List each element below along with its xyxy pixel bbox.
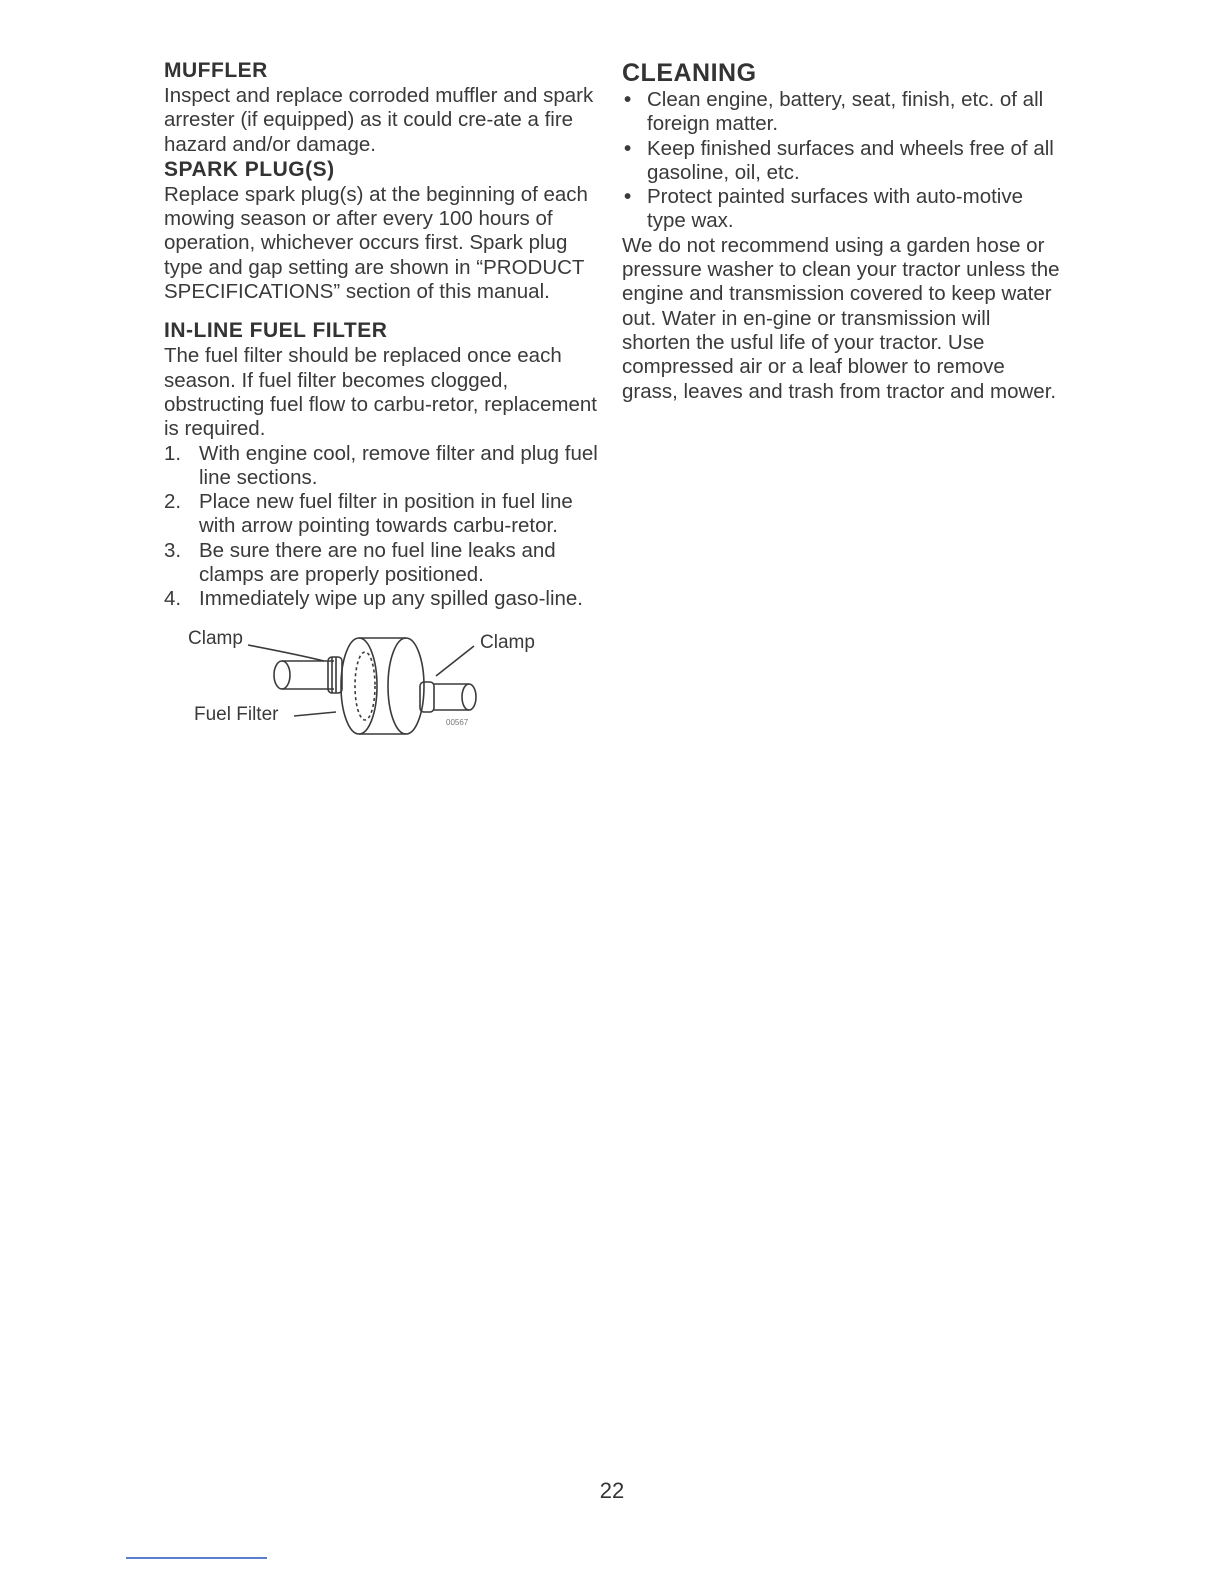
bullet-text: Clean engine, battery, seat, finish, etc. of all foreign matter. — [647, 88, 1044, 136]
bullet-item — [622, 88, 1062, 137]
left-column — [164, 58, 604, 748]
step-number: 1. — [164, 441, 182, 465]
fuel-line-end-left — [274, 661, 290, 689]
spark-plug-text: Replace spark plug(s) at the beginning of each mowing season or after every 100 hours of operation, whichever occurs first. Spark plug type and gap setting are shown in “PRODUCT SPECIFICATIONS” section of this manual. — [164, 182, 588, 304]
clamp-right-label: Clamp — [480, 631, 535, 653]
page-number: 22 — [599, 1478, 625, 1503]
spark-plug-heading: SPARK PLUG(S) — [164, 157, 335, 181]
fuel-filter-steps — [164, 442, 604, 612]
step-text: Immediately wipe up any spilled gaso-line. — [199, 587, 584, 611]
fuel-filter-diagram — [164, 628, 604, 748]
step-text: Place new fuel filter in position in fuel line with arrow pointing towards carbu-retor. — [199, 490, 573, 538]
bullet-icon: • — [624, 185, 632, 209]
bullet-text: Keep finished surfaces and wheels free of all gasoline, oil, etc. — [647, 136, 1054, 184]
fuel-filter-heading: IN-LINE FUEL FILTER — [164, 319, 388, 343]
step-item — [164, 442, 604, 491]
bullet-item — [622, 185, 1062, 234]
step-text: With engine cool, remove filter and plug fuel line sections. — [199, 441, 598, 489]
step-text: Be sure there are no fuel line leaks and clamps are properly positioned. — [199, 538, 556, 587]
filter-body-back — [388, 638, 424, 734]
step-item — [164, 539, 604, 588]
footer-rule — [126, 1557, 267, 1559]
cleaning-text: We do not recommend using a garden hose or pressure washer to clean your tractor unless the engine and transmission covered to keep water out. Water in en-gine or transmission will shorten the usful life of your tractor. Use compressed air or a leaf blower to remove grass, leaves and trash from tractor and mower. — [622, 233, 1060, 403]
cleaning-heading: CLEANING — [622, 59, 757, 87]
step-item — [164, 490, 604, 539]
bullet-icon: • — [624, 136, 632, 160]
clamp-left-label: Clamp — [188, 627, 243, 649]
cleaning-bullets — [622, 88, 1062, 234]
figure-code: 00567 — [446, 717, 469, 727]
filter-body-front — [341, 638, 377, 734]
muffler-heading: MUFFLER — [164, 59, 268, 82]
clamp-left — [328, 657, 342, 693]
bullet-icon: • — [624, 88, 632, 111]
bullet-text: Protect painted surfaces with auto-motive type wax. — [647, 185, 1024, 233]
bullet-item — [622, 137, 1062, 186]
right-column — [622, 58, 1062, 404]
muffler-text: Inspect and replace corroded muffler and spark arrester (if equipped) as it could cre-ate a fire hazard and/or damage. — [164, 84, 594, 156]
fuel-filter-label: Fuel Filter — [194, 703, 279, 725]
fuel-line-end-right — [462, 684, 476, 710]
step-number: 2. — [164, 490, 182, 514]
step-number: 4. — [164, 587, 182, 611]
fuel-filter-text: The fuel filter should be replaced once each season. If fuel filter becomes clogged, obstructing fuel flow to carbu-retor, replacement is required. — [164, 344, 597, 441]
step-item — [164, 587, 604, 611]
step-number: 3. — [164, 538, 182, 562]
